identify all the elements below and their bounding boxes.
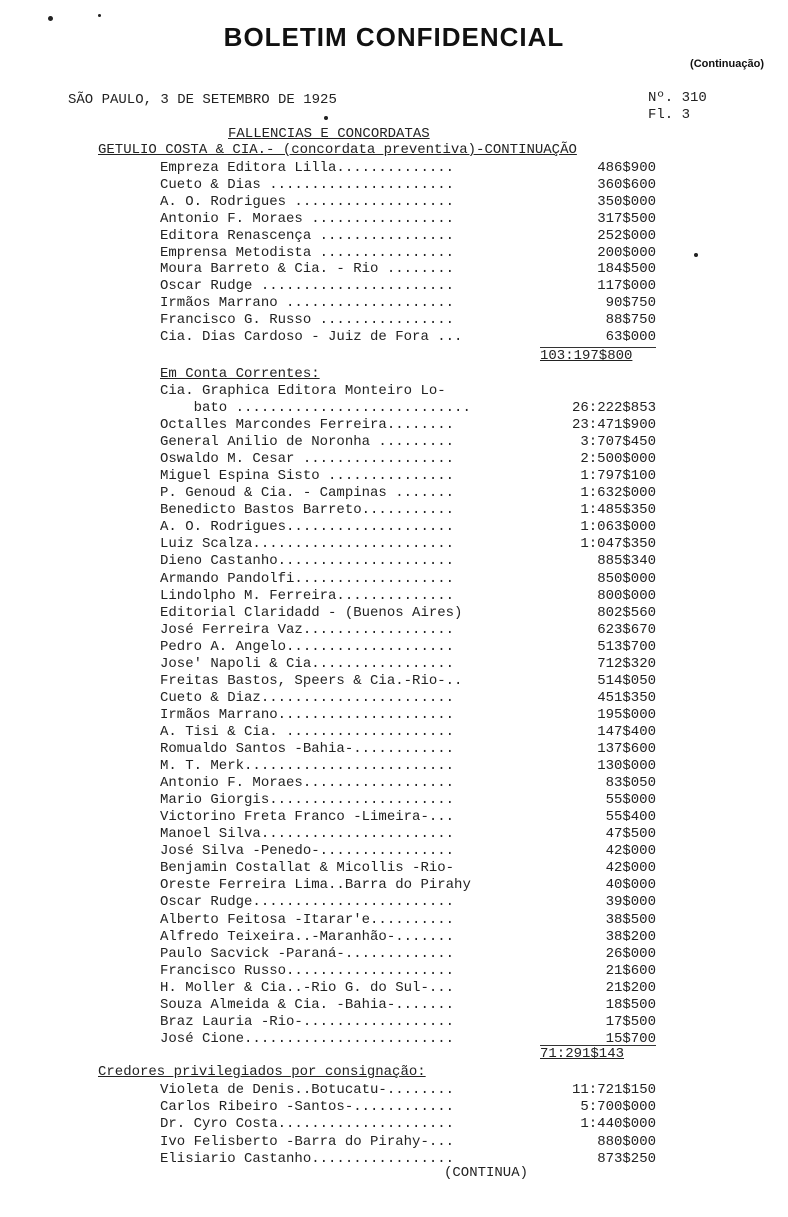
amount-value: 90$750 xyxy=(605,295,656,312)
creditor-row xyxy=(160,451,656,468)
creditor-row xyxy=(160,809,656,826)
creditor-name: Editorial Claridadd - (Buenos Aires) xyxy=(160,604,463,621)
amount-value: 15$700 xyxy=(605,1030,656,1047)
amount-value: 873$250 xyxy=(597,1150,656,1167)
creditor-name: Oreste Ferreira Lima..Barra do Pirahy xyxy=(160,877,471,894)
creditor-row xyxy=(160,946,656,963)
amount-value: 850$000 xyxy=(597,570,656,587)
creditor-name: Dieno Castanho..................... xyxy=(160,553,455,570)
amount-value: 38$500 xyxy=(605,911,656,928)
creditor-row xyxy=(160,843,656,860)
amount-value: 40$000 xyxy=(605,877,656,894)
amount-value: 18$500 xyxy=(605,996,656,1013)
creditor-name: Emprensa Metodista ................ xyxy=(160,244,455,261)
creditor-row xyxy=(160,826,656,843)
creditor-name: Lindolpho M. Ferreira.............. xyxy=(160,587,455,604)
amount-value: 1:063$000 xyxy=(580,519,656,536)
creditor-name: Mario Giorgis...................... xyxy=(160,792,455,809)
creditor-name: A. O. Rodrigues ................... xyxy=(160,193,455,210)
creditor-row xyxy=(160,980,656,997)
creditor-row xyxy=(160,1134,656,1151)
creditor-row xyxy=(160,1116,656,1133)
amount-value: 55$000 xyxy=(605,792,656,809)
creditor-name: Benedicto Bastos Barreto........... xyxy=(160,502,455,519)
creditor-name: Moura Barreto & Cia. - Rio ........ xyxy=(160,261,455,278)
creditor-name: Romualdo Santos -Bahia-............ xyxy=(160,741,455,757)
creditor-row xyxy=(160,160,656,177)
amount-value: 195$000 xyxy=(597,706,656,723)
creditor-name: Paulo Sacvick -Paraná-............. xyxy=(160,945,455,962)
creditor-row xyxy=(160,741,656,758)
creditor-row xyxy=(160,588,656,605)
amount-value: 23:471$900 xyxy=(571,417,656,434)
creditor-row xyxy=(160,278,656,295)
amount-value: 885$340 xyxy=(597,553,656,570)
amount-value: 47$500 xyxy=(605,826,656,843)
amount-value: 88$750 xyxy=(605,312,656,329)
creditor-name: Empreza Editora Lilla.............. xyxy=(160,160,455,176)
creditor-name: José Cione......................... xyxy=(160,1030,455,1047)
creditor-row xyxy=(160,860,656,877)
creditor-row xyxy=(160,400,656,417)
creditor-row xyxy=(160,724,656,741)
creditor-name: Freitas Bastos, Speers & Cia.-Rio-.. xyxy=(160,672,463,689)
creditor-name: Oswaldo M. Cesar .................. xyxy=(160,451,455,468)
amount-value: 137$600 xyxy=(597,741,656,757)
creditor-name: General Anilio de Noronha ......... xyxy=(160,434,455,451)
creditor-row xyxy=(160,605,656,622)
amount-value: 55$400 xyxy=(605,809,656,826)
creditor-row xyxy=(160,639,656,656)
creditor-row xyxy=(160,1082,656,1099)
creditor-name: Alberto Feitosa -Itarar'e.......... xyxy=(160,911,455,928)
creditor-name: Cueto & Dias ...................... xyxy=(160,176,455,193)
amount-value: 1:797$100 xyxy=(580,468,656,485)
creditor-name: Dr. Cyro Costa..................... xyxy=(160,1116,455,1133)
speck xyxy=(98,14,101,17)
amount-value: 1:632$000 xyxy=(580,485,656,502)
amount-value: 200$000 xyxy=(597,244,656,261)
amount-value: 317$500 xyxy=(597,210,656,227)
speck xyxy=(48,16,53,21)
creditor-row xyxy=(160,1014,656,1031)
creditor-name: M. T. Merk......................... xyxy=(160,758,455,775)
creditor-name: Francisco Russo.................... xyxy=(160,962,455,979)
speck xyxy=(324,116,328,120)
amount-value: 3:707$450 xyxy=(580,434,656,451)
creditor-row xyxy=(160,536,656,553)
amount-value: 350$000 xyxy=(597,193,656,210)
amount-value: 451$350 xyxy=(597,689,656,706)
creditor-row xyxy=(160,502,656,519)
creditor-name: Braz Lauria -Rio-.................. xyxy=(160,1013,455,1030)
amount-value: 130$000 xyxy=(597,758,656,775)
creditor-name: Armando Pandolfi................... xyxy=(160,570,455,587)
creditor-row xyxy=(160,792,656,809)
creditor-name: José Ferreira Vaz.................. xyxy=(160,621,455,638)
creditor-row xyxy=(160,519,656,536)
speck xyxy=(694,253,698,257)
creditor-name: José Silva -Penedo-................ xyxy=(160,843,455,860)
creditor-name: Violeta de Denis..Botucatu-........ xyxy=(160,1082,455,1098)
amount-value: 83$050 xyxy=(605,775,656,792)
creditor-row xyxy=(160,929,656,946)
creditor-name: A. Tisi & Cia. .................... xyxy=(160,723,455,740)
creditor-name: Jose' Napoli & Cia................. xyxy=(160,655,455,672)
creditor-row xyxy=(160,329,656,346)
creditor-name: Souza Almeida & Cia. -Bahia-....... xyxy=(160,996,455,1013)
creditor-row xyxy=(160,622,656,639)
creditor-name: Ivo Felisberto -Barra do Pirahy-... xyxy=(160,1133,455,1150)
creditor-row xyxy=(160,912,656,929)
creditor-name: A. O. Rodrigues.................... xyxy=(160,519,455,536)
amount-value: 17$500 xyxy=(605,1013,656,1030)
group-1-total: 103:197$800 xyxy=(540,348,633,364)
creditor-name: Octalles Marcondes Ferreira........ xyxy=(160,417,455,434)
group-3-heading: Credores privilegiados por consignação: xyxy=(98,1064,426,1080)
creditor-row xyxy=(160,571,656,588)
amount-value: 21$200 xyxy=(605,979,656,996)
sheet-number: Fl. 3 xyxy=(648,107,691,123)
creditor-name: Cia. Dias Cardoso - Juiz de Fora ... xyxy=(160,329,463,345)
creditor-row xyxy=(160,468,656,485)
creditor-row xyxy=(160,1099,656,1116)
creditor-row xyxy=(160,261,656,278)
bulletin-title: BOLETIM CONFIDENCIAL xyxy=(223,22,565,52)
bulletin-number: Nº. 310 xyxy=(648,90,707,106)
creditor-row xyxy=(160,228,656,245)
amount-value: 42$000 xyxy=(605,860,656,877)
creditor-row xyxy=(160,194,656,211)
amount-value: 21$600 xyxy=(605,962,656,979)
creditor-name: Miguel Espina Sisto ............... xyxy=(160,468,455,485)
group-2-heading: Em Conta Correntes: xyxy=(160,366,320,382)
amount-value: 184$500 xyxy=(597,261,656,278)
amount-value: 5:700$000 xyxy=(580,1099,656,1116)
creditor-name: Elisiario Castanho................. xyxy=(160,1150,455,1167)
amount-value: 514$050 xyxy=(597,672,656,689)
creditor-name: Antonio F. Moraes ................. xyxy=(160,210,455,227)
creditor-name: Manoel Silva....................... xyxy=(160,826,455,843)
creditor-name: Pedro A. Angelo.................... xyxy=(160,638,455,655)
creditor-row xyxy=(160,295,656,312)
creditor-name: bato ............................ xyxy=(160,400,471,416)
amount-value: 360$600 xyxy=(597,176,656,193)
continuation-tag: (Continuação) xyxy=(690,58,764,70)
creditor-row xyxy=(160,997,656,1014)
amount-value: 26$000 xyxy=(605,945,656,962)
creditor-name: Oscar Rudge........................ xyxy=(160,894,455,911)
amount-value: 117$000 xyxy=(597,278,656,295)
creditor-name: Oscar Rudge ....................... xyxy=(160,278,455,295)
debtor-heading: GETULIO COSTA & CIA.- (concordata preventiva)-CONTINUAÇÃO xyxy=(98,142,577,158)
group-2-first-line: Cia. Graphica Editora Monteiro Lo- xyxy=(160,383,446,399)
creditor-row xyxy=(160,434,656,451)
amount-value: 11:721$150 xyxy=(571,1082,656,1098)
creditor-name: Irmãos Marrano..................... xyxy=(160,706,455,723)
amount-value: 1:485$350 xyxy=(580,502,656,519)
place-date: SÃO PAULO, 3 DE SETEMBRO DE 1925 xyxy=(68,92,337,108)
amount-value: 1:440$000 xyxy=(580,1116,656,1133)
creditor-row xyxy=(160,312,656,329)
continues-footer: (CONTINUA) xyxy=(444,1165,529,1181)
section-title: FALLENCIAS E CONCORDATAS xyxy=(228,126,430,142)
creditor-row xyxy=(160,963,656,980)
creditor-name: Carlos Ribeiro -Santos-............ xyxy=(160,1099,455,1116)
creditor-row xyxy=(160,758,656,775)
creditor-name: H. Moller & Cia..-Rio G. do Sul-... xyxy=(160,979,455,996)
amount-value: 39$000 xyxy=(605,894,656,911)
creditor-row xyxy=(160,553,656,570)
group-2-total: 71:291$143 xyxy=(540,1046,625,1062)
creditor-row xyxy=(160,707,656,724)
creditor-name: Victorino Freta Franco -Limeira-... xyxy=(160,809,455,826)
amount-value: 623$670 xyxy=(597,621,656,638)
creditor-name: Benjamin Costallat & Micollis -Rio- xyxy=(160,860,455,877)
amount-value: 252$000 xyxy=(597,227,656,244)
creditor-name: Francisco G. Russo ................ xyxy=(160,312,455,329)
amount-value: 486$900 xyxy=(597,160,656,176)
creditor-row xyxy=(160,877,656,894)
creditor-row xyxy=(160,485,656,502)
creditor-row xyxy=(160,417,656,434)
creditor-row xyxy=(160,177,656,194)
creditor-name: Cueto & Diaz....................... xyxy=(160,689,455,706)
creditor-name: Editora Renascença ................ xyxy=(160,227,455,244)
amount-value: 26:222$853 xyxy=(571,400,656,416)
creditor-row xyxy=(160,245,656,262)
creditor-row xyxy=(160,211,656,228)
amount-value: 2:500$000 xyxy=(580,451,656,468)
amount-value: 802$560 xyxy=(597,604,656,621)
creditor-name: Alfredo Teixeira..-Maranhão-....... xyxy=(160,928,455,945)
creditor-name: Antonio F. Moraes.................. xyxy=(160,775,455,792)
amount-value: 63$000 xyxy=(605,329,656,345)
creditor-row xyxy=(160,690,656,707)
amount-value: 712$320 xyxy=(597,655,656,672)
creditor-name: Luiz Scalza........................ xyxy=(160,536,455,553)
amount-value: 147$400 xyxy=(597,723,656,740)
creditor-row xyxy=(160,775,656,792)
amount-value: 800$000 xyxy=(597,587,656,604)
amount-value: 513$700 xyxy=(597,638,656,655)
creditor-row xyxy=(160,673,656,690)
amount-value: 1:047$350 xyxy=(580,536,656,553)
creditor-row xyxy=(160,1151,656,1168)
creditor-row xyxy=(160,894,656,911)
creditor-name: Irmãos Marrano .................... xyxy=(160,295,455,312)
amount-value: 42$000 xyxy=(605,843,656,860)
amount-value: 38$200 xyxy=(605,928,656,945)
creditor-name: P. Genoud & Cia. - Campinas ....... xyxy=(160,485,455,502)
creditor-row xyxy=(160,656,656,673)
amount-value: 880$000 xyxy=(597,1133,656,1150)
